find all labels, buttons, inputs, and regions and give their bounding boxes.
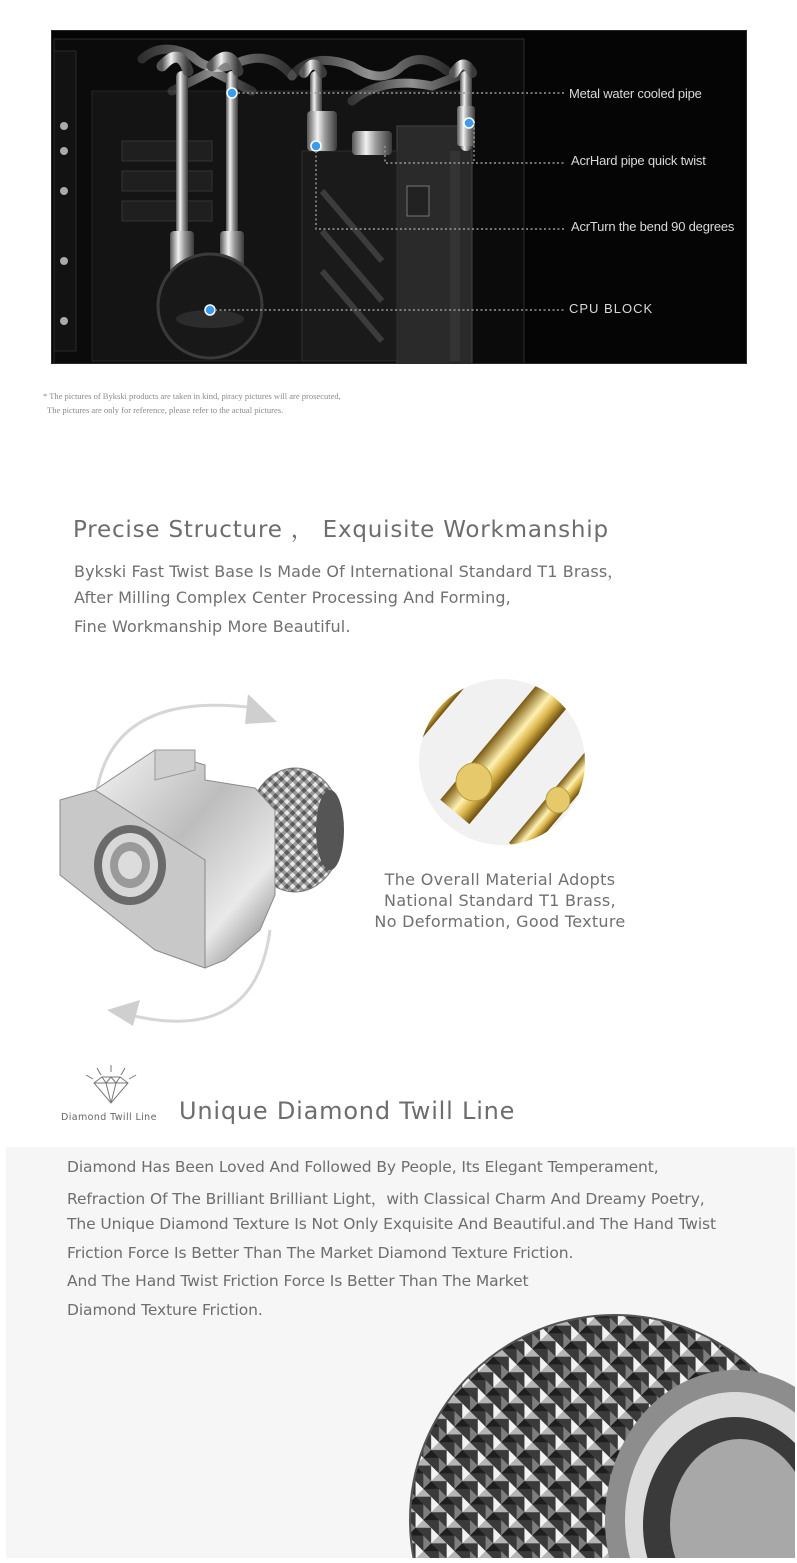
structure-line-3: Fine Workmanship More Beautiful. <box>74 617 351 636</box>
hero-product-photo <box>51 30 747 364</box>
diamond-line-1: Diamond Has Been Loved And Followed By People, Its Elegant Temperament, <box>67 1158 659 1176</box>
diamond-icon <box>80 1063 142 1107</box>
callout-cpu-block: CPU BLOCK <box>569 301 654 316</box>
fitting-rotation-illustration <box>55 680 355 1040</box>
material-line-2: National Standard T1 Brass, <box>384 891 616 910</box>
diamond-line-4: Friction Force Is Better Than The Market Diamond Texture Friction. <box>67 1244 574 1262</box>
material-line-1: The Overall Material Adopts <box>384 870 616 889</box>
structure-line-2: After Milling Complex Center Processing And Forming, <box>74 588 511 607</box>
material-line-3: No Deformation, Good Texture <box>374 912 626 931</box>
diamond-line-6: Diamond Texture Friction. <box>67 1301 263 1319</box>
rotate-arrow-bottom-icon <box>107 1000 140 1026</box>
callout-quick-twist: AcrHard pipe quick twist <box>571 153 706 168</box>
structure-title: Precise Structure ， Exquisite Workmanship <box>73 517 609 543</box>
diamond-line-5: And The Hand Twist Friction Force Is Better Than The Market <box>67 1272 529 1290</box>
diamond-line-2: Refraction Of The Brilliant Brilliant Light，with Classical Charm And Dreamy Poetry, <box>67 1190 705 1208</box>
knurled-nut-closeup-image <box>400 1310 795 1558</box>
rotate-arrow-top-icon <box>245 694 277 724</box>
diamond-icon-label: Diamond Twill Line <box>61 1112 157 1123</box>
disclaimer-line-1: * The pictures of Bykski products are taken in kind, piracy pictures will are prosecuted, <box>43 391 341 401</box>
diamond-line-3: The Unique Diamond Texture Is Not Only Exquisite And Beautiful.and The Hand Twist <box>67 1215 716 1233</box>
structure-line-1: Bykski Fast Twist Base Is Made Of International Standard T1 Brass， <box>74 562 624 581</box>
disclaimer-line-2: The pictures are only for reference, please refer to the actual pictures. <box>47 405 284 415</box>
callout-bend-90-degrees: AcrTurn the bend 90 degrees <box>571 219 735 234</box>
callout-metal-water-cooled-pipe: Metal water cooled pipe <box>569 86 702 101</box>
brass-rods-image <box>418 678 586 846</box>
diamond-title: Unique Diamond Twill Line <box>179 1097 516 1125</box>
